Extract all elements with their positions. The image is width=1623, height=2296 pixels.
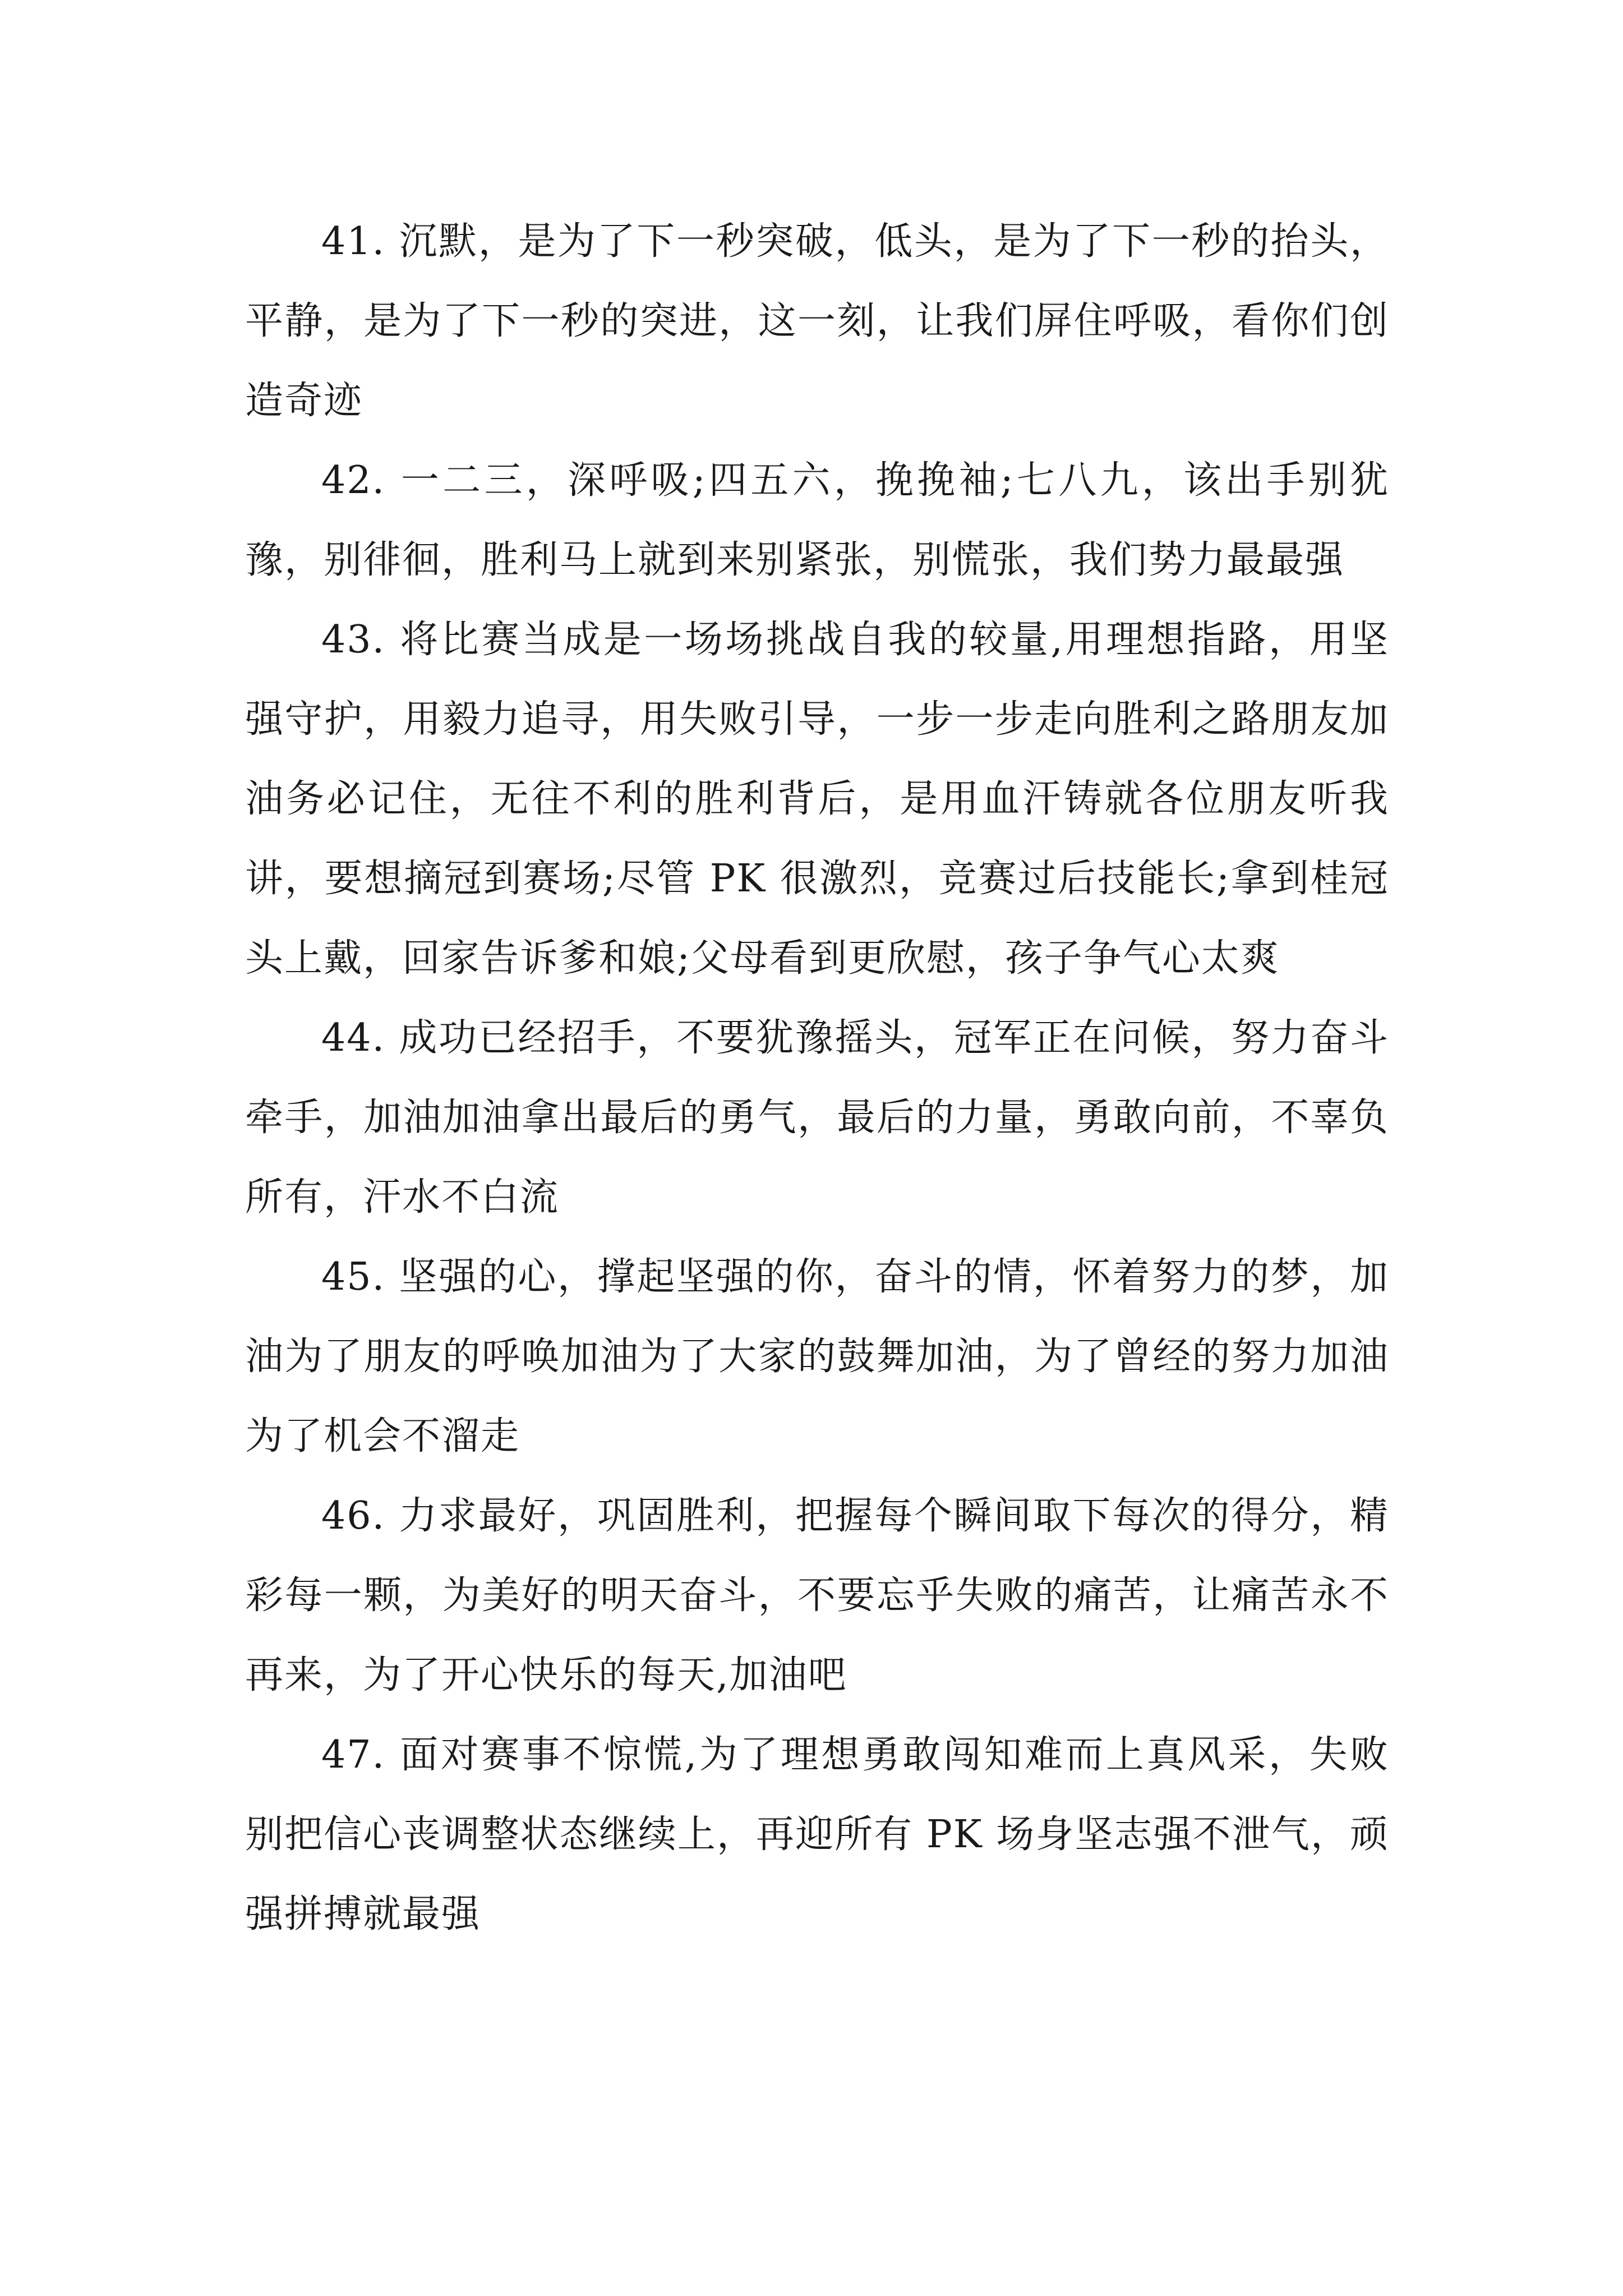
- paragraph-43: 43. 将比赛当成是一场场挑战自我的较量,用理想指路，用坚强守护，用毅力追寻，用失败引导，一步一步走向胜利之路朋友加油务必记住，无往不利的胜利背后，是用血汗铸就各位朋友听我讲，要想摘冠到赛场;尽管 PK 很激烈，竞赛过后技能长;拿到桂冠头上戴，回家告诉爹和娘;父母看到更欣慰，孩子争气心太爽: [245, 618, 1389, 981]
- paragraph-41: 41. 沉默，是为了下一秒突破，低头，是为了下一秒的抬头，平静，是为了下一秒的突进，这一刻，让我们屏住呼吸，看你们创造奇迹: [245, 219, 1389, 423]
- document-body: [245, 202, 1389, 1954]
- paragraph-46: 46. 力求最好，巩固胜利，把握每个瞬间取下每次的得分，精彩每一颗，为美好的明天奋斗，不要忘乎失败的痛苦，让痛苦永不再来，为了开心快乐的每天,加油吧: [245, 1494, 1389, 1697]
- paragraph-44: 44. 成功已经招手，不要犹豫摇头，冠军正在问候，努力奋斗牵手，加油加油拿出最后的勇气，最后的力量，勇敢向前，不辜负所有，汗水不白流: [245, 1016, 1389, 1220]
- paragraph-42: 42. 一二三，深呼吸;四五六，挽挽袖;七八九，该出手别犹豫，别徘徊，胜利马上就到来别紧张，别慌张，我们势力最最强: [245, 458, 1389, 582]
- paragraph-47: 47. 面对赛事不惊慌,为了理想勇敢闯知难而上真风采，失败别把信心丧调整状态继续上，再迎所有 PK 场身坚志强不泄气，顽强拼搏就最强: [245, 1733, 1389, 1936]
- paragraph-45: 45. 坚强的心，撑起坚强的你，奋斗的情，怀着努力的梦，加油为了朋友的呼唤加油为了大家的鼓舞加油，为了曾经的努力加油为了机会不溜走: [245, 1255, 1389, 1458]
